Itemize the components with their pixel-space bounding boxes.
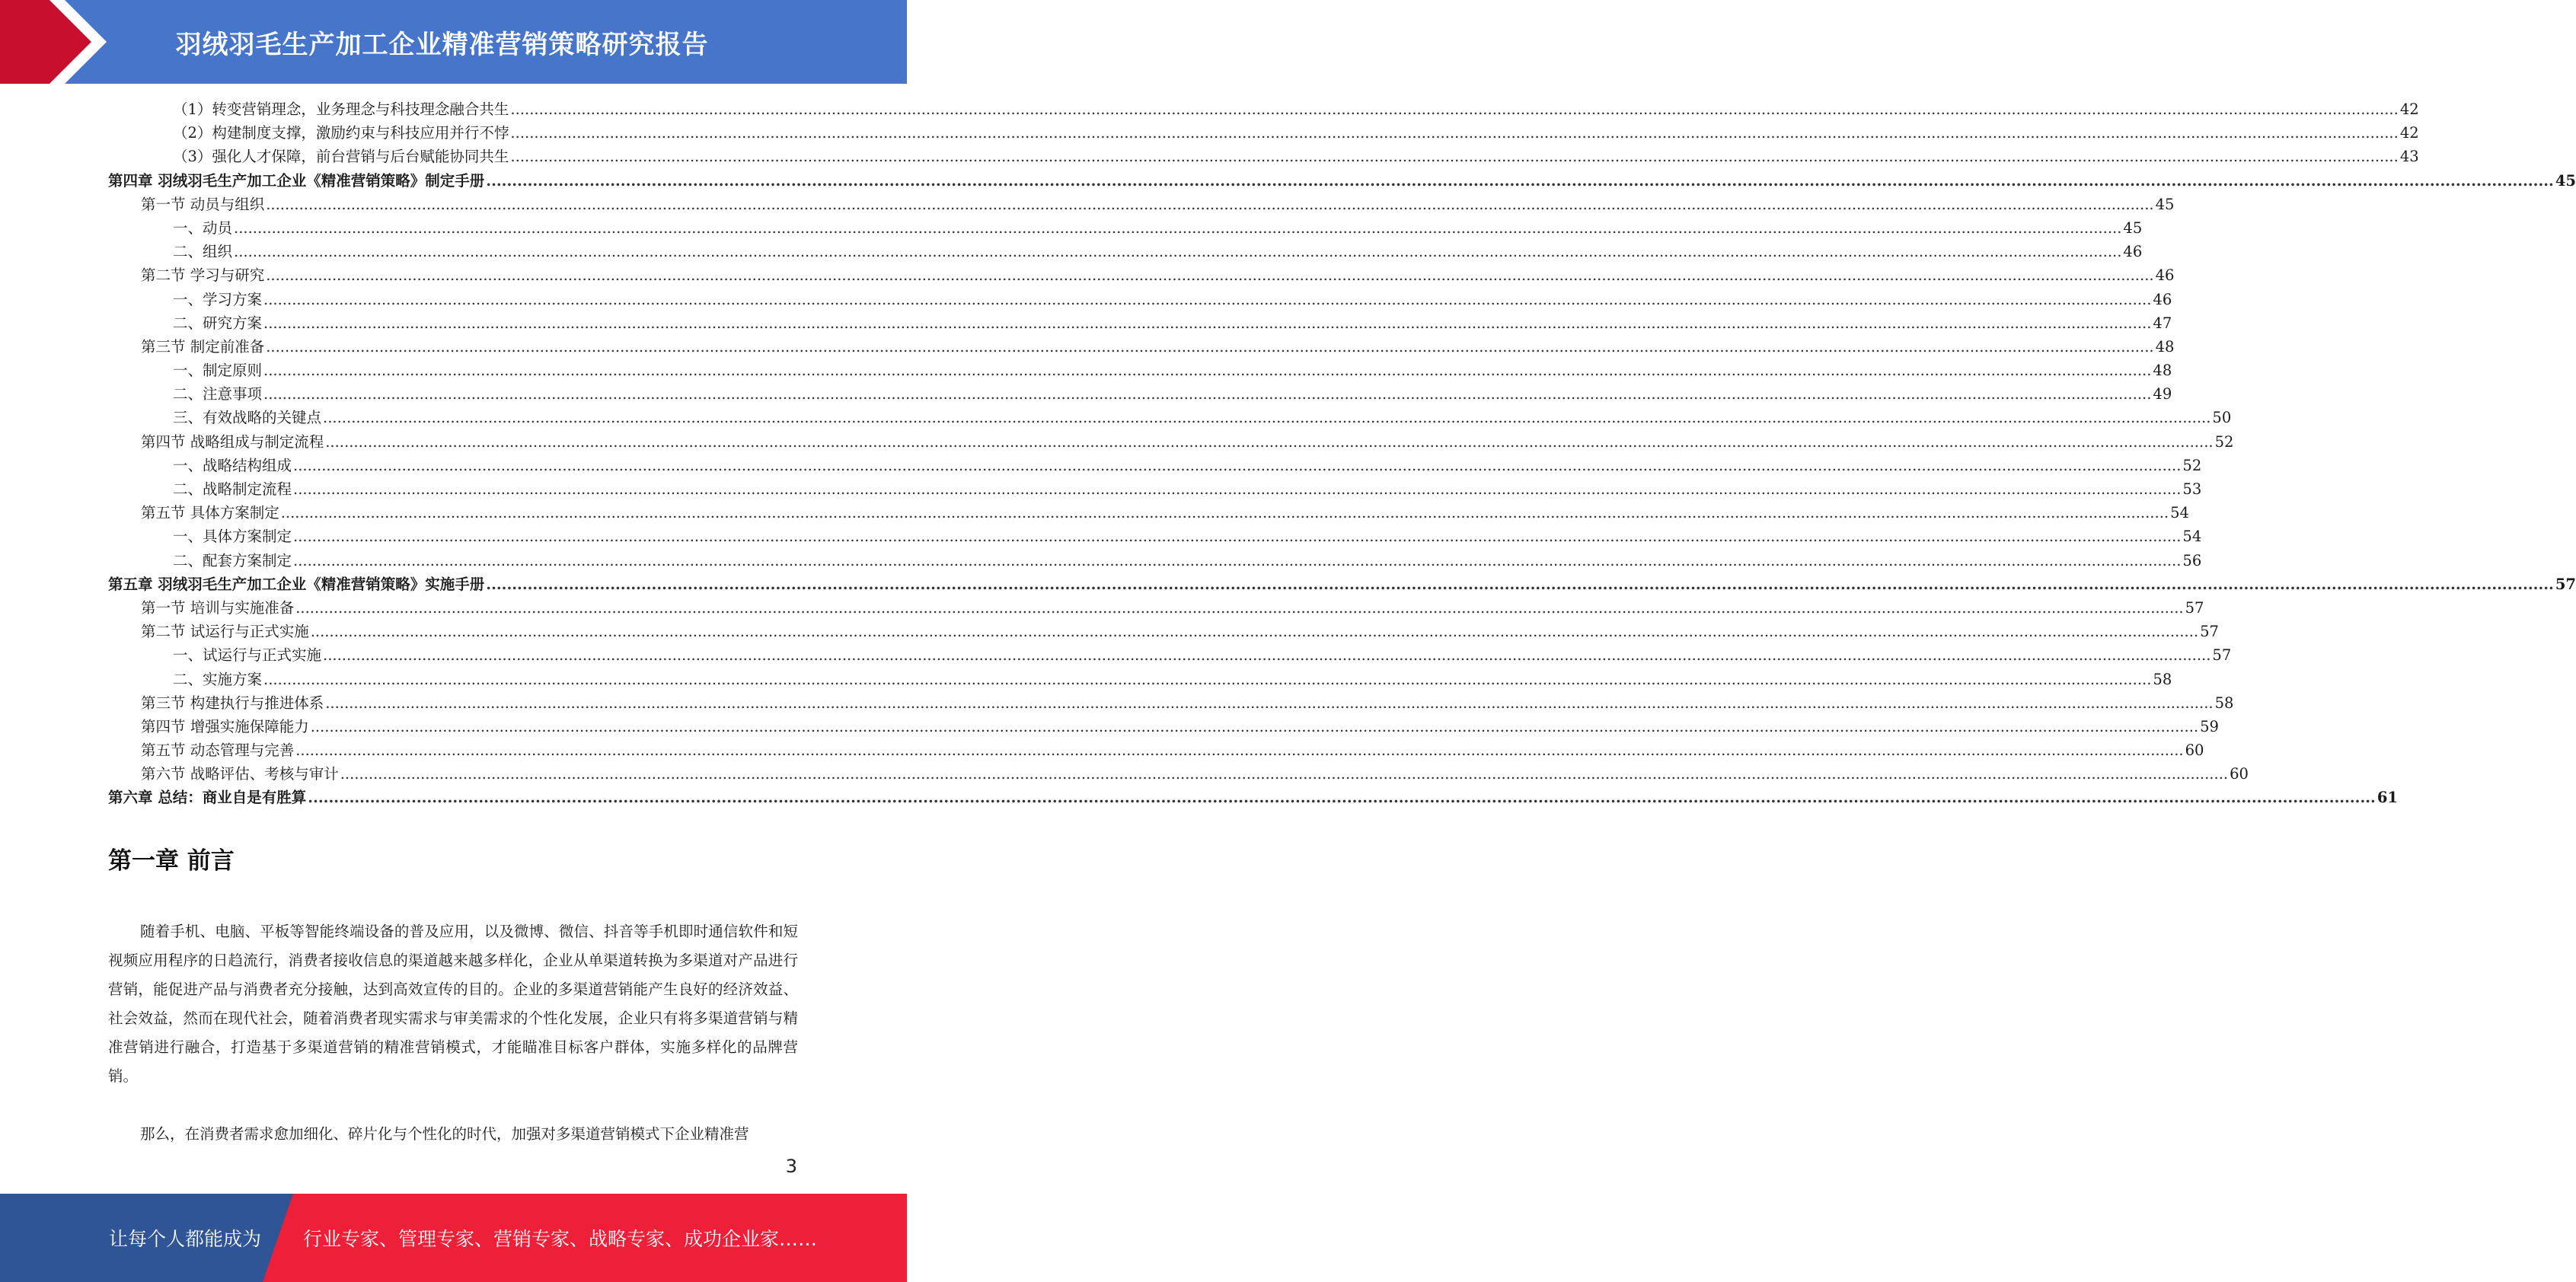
toc-leader-dots: ................................................................................................................................................................................................................................................................................................................................................................................................................ xyxy=(234,218,2122,237)
toc-leader-dots: ................................................................................................................................................................................................................................................................................................................................................................................................................ xyxy=(293,480,2182,498)
toc-entry-page: 47 xyxy=(2153,314,2172,332)
toc-entry[interactable] xyxy=(108,145,2419,168)
footer-slogan-right: 行业专家、管理专家、营销专家、战略专家、成功企业家…… xyxy=(303,1228,818,1250)
toc-leader-dots: ................................................................................................................................................................................................................................................................................................................................................................................................................ xyxy=(295,741,2184,760)
toc-entry-title: 第三节 构建执行与推进体系 xyxy=(141,694,324,712)
toc-entry-title: 二、实施方案 xyxy=(173,670,263,688)
footer-slogan-left: 让每个人都能成为 xyxy=(109,1228,262,1250)
toc-entry-page: 54 xyxy=(2182,528,2202,546)
toc-entry-title: 二、注意事项 xyxy=(173,385,263,403)
toc-entry-page: 52 xyxy=(2182,456,2202,474)
toc-entry[interactable] xyxy=(108,311,2172,335)
toc-entry[interactable] xyxy=(108,691,2234,715)
toc-entry[interactable] xyxy=(108,121,2419,145)
toc-leader-dots: ................................................................................................................................................................................................................................................................................................................................................................................................................ xyxy=(263,290,2152,308)
toc-entry-page: 45 xyxy=(2555,171,2576,190)
toc-entry-page: 42 xyxy=(2399,124,2419,142)
toc-entry-page: 50 xyxy=(2212,409,2232,427)
toc-entry-page: 46 xyxy=(2155,266,2175,285)
toc-entry[interactable] xyxy=(108,596,2204,620)
toc-entry-page: 57 xyxy=(2212,646,2232,665)
toc-entry-title: 二、组织 xyxy=(173,243,233,261)
toc-entry[interactable] xyxy=(108,738,2204,762)
toc-entry-title: 第四节 战略组成与制定流程 xyxy=(141,432,324,451)
toc-entry[interactable] xyxy=(108,477,2202,501)
toc-entry-page: 58 xyxy=(2214,694,2234,712)
toc-entry[interactable] xyxy=(108,193,2175,216)
toc-leader-dots: ................................................................................................................................................................................................................................................................................................................................................................................................................ xyxy=(486,575,2554,593)
toc-entry-page: 52 xyxy=(2214,432,2234,451)
toc-leader-dots: ................................................................................................................................................................................................................................................................................................................................................................................................................ xyxy=(323,409,2211,427)
toc-leader-dots: ................................................................................................................................................................................................................................................................................................................................................................................................................ xyxy=(340,765,2229,783)
toc-entry[interactable] xyxy=(108,501,2189,525)
toc-entry-title: 二、研究方案 xyxy=(173,314,263,332)
toc-entry-title: 第二节 试运行与正式实施 xyxy=(141,623,309,641)
toc-entry-page: 46 xyxy=(2123,243,2143,261)
toc-leader-dots: ................................................................................................................................................................................................................................................................................................................................................................................................................ xyxy=(310,623,2199,641)
toc-entry-page: 45 xyxy=(2155,195,2175,213)
toc-entry-page: 48 xyxy=(2155,337,2175,356)
toc-leader-dots: ................................................................................................................................................................................................................................................................................................................................................................................................................ xyxy=(263,670,2152,688)
header-red-arrow-icon xyxy=(0,0,129,84)
toc-entry-title: 第六节 战略评估、考核与审计 xyxy=(141,765,339,783)
toc-leader-dots: ................................................................................................................................................................................................................................................................................................................................................................................................................ xyxy=(293,528,2182,546)
toc-entry[interactable] xyxy=(108,359,2172,382)
toc-entry-title: 第五节 具体方案制定 xyxy=(141,504,279,522)
toc-leader-dots: ................................................................................................................................................................................................................................................................................................................................................................................................................ xyxy=(263,314,2152,332)
toc-entry-title: 一、制定原则 xyxy=(173,362,263,380)
toc-leader-dots: ................................................................................................................................................................................................................................................................................................................................................................................................................ xyxy=(263,362,2152,380)
body-paragraph: 随着手机、电脑、平板等智能终端设备的普及应用，以及微博、微信、抖音等手机即时通信软件和短视频应用程序的日趋流行，消费者接收信息的渠道越来越多样化，企业从单渠道转换为多渠道对产品进行营销，能促进产品与消费者充分接触，达到高效宣传的目的。企业的多渠道营销能产生良好的经济效益、社会效益，然而在现代社会，随着消费者现实需求与审美需求的个性化发展，企业只有将多渠道营销与精准营销进行融合，打造基于多渠道营销的精准营销模式，才能瞄准目标客户群体，实施多样化的品牌营销。 xyxy=(108,923,798,1085)
toc-entry[interactable] xyxy=(108,97,2419,121)
toc-leader-dots: ................................................................................................................................................................................................................................................................................................................................................................................................................ xyxy=(310,717,2199,735)
toc-entry-title: 二、战略制定流程 xyxy=(173,480,292,498)
toc-entry-page: 61 xyxy=(2376,789,2398,807)
chapter-body xyxy=(108,917,798,1178)
toc-entry[interactable] xyxy=(108,216,2143,240)
toc-leader-dots: ................................................................................................................................................................................................................................................................................................................................................................................................................ xyxy=(293,551,2182,569)
toc-entry-page: 48 xyxy=(2153,362,2172,380)
toc-entry[interactable] xyxy=(108,382,2172,406)
page-header xyxy=(0,0,907,84)
toc-entry-page: 53 xyxy=(2182,480,2202,498)
toc-entry[interactable] xyxy=(108,525,2202,548)
toc-entry-title: 第六章 总结：商业自是有胜算 xyxy=(108,789,307,807)
toc-entry-title: 三、有效战略的关键点 xyxy=(173,409,322,427)
toc-entry-title: 一、具体方案制定 xyxy=(173,528,292,546)
toc-entry-title: 一、动员 xyxy=(173,218,233,237)
toc-entry[interactable] xyxy=(108,430,2234,454)
toc-entry-page: 60 xyxy=(2185,741,2204,760)
toc-entry-title: 第二节 学习与研究 xyxy=(141,266,265,285)
toc-entry[interactable] xyxy=(108,620,2219,643)
toc-leader-dots: ................................................................................................................................................................................................................................................................................................................................................................................................................ xyxy=(325,694,2214,712)
toc-entry[interactable] xyxy=(108,549,2202,572)
toc-entry[interactable] xyxy=(108,240,2143,263)
toc-entry-title: 第五章 羽绒羽毛生产加工企业《精准营销策略》实施手册 xyxy=(108,575,485,593)
toc-leader-dots: ................................................................................................................................................................................................................................................................................................................................................................................................................ xyxy=(510,148,2399,166)
toc-leader-dots: ................................................................................................................................................................................................................................................................................................................................................................................................................ xyxy=(295,598,2184,617)
toc-leader-dots: ................................................................................................................................................................................................................................................................................................................................................................................................................ xyxy=(263,385,2152,403)
toc-entry-title: 第五节 动态管理与完善 xyxy=(141,741,295,760)
toc-entry-title: 第三节 制定前准备 xyxy=(141,337,265,356)
toc-leader-dots: ................................................................................................................................................................................................................................................................................................................................................................................................................ xyxy=(293,456,2182,474)
toc-entry[interactable] xyxy=(108,643,2232,667)
toc-entry[interactable] xyxy=(108,406,2232,429)
toc-entry[interactable] xyxy=(108,335,2175,359)
toc-entry-page: 60 xyxy=(2230,765,2249,783)
toc-entry-title: 一、学习方案 xyxy=(173,290,263,308)
toc-entry[interactable] xyxy=(108,263,2175,287)
toc-leader-dots: ................................................................................................................................................................................................................................................................................................................................................................................................................ xyxy=(486,171,2554,190)
toc-entry[interactable] xyxy=(108,668,2172,691)
toc-entry-title: 一、试运行与正式实施 xyxy=(173,646,322,665)
toc-entry-title: 第四节 增强实施保障能力 xyxy=(141,717,309,735)
toc-entry-page: 43 xyxy=(2399,148,2419,166)
toc-entry-page: 45 xyxy=(2123,218,2143,237)
toc-entry-page: 57 xyxy=(2185,598,2204,617)
toc-leader-dots: ................................................................................................................................................................................................................................................................................................................................................................................................................ xyxy=(323,646,2211,665)
page-footer xyxy=(0,1194,907,1282)
header-title: 羽绒羽毛生产加工企业精准营销策略研究报告 xyxy=(175,29,709,60)
toc-entry[interactable] xyxy=(108,786,2398,809)
toc-entry-page: 58 xyxy=(2153,670,2172,688)
toc-entry-title: （2）构建制度支撑，激励约束与科技应用并行不悖 xyxy=(173,124,509,142)
toc-entry-title: 第四章 羽绒羽毛生产加工企业《精准营销策略》制定手册 xyxy=(108,171,485,190)
toc-leader-dots: ................................................................................................................................................................................................................................................................................................................................................................................................................ xyxy=(266,266,2154,285)
toc-leader-dots: ................................................................................................................................................................................................................................................................................................................................................................................................................ xyxy=(510,124,2399,142)
toc-leader-dots: ................................................................................................................................................................................................................................................................................................................................................................................................................ xyxy=(266,337,2154,356)
toc-entry[interactable] xyxy=(108,454,2202,477)
toc-entry[interactable] xyxy=(108,169,2576,193)
toc-entry-page: 42 xyxy=(2399,100,2419,118)
body-paragraph: 那么，在消费者需求愈加细化、碎片化与个性化的时代，加强对多渠道营销模式下企业精准营 xyxy=(140,1125,749,1143)
toc-leader-dots: ................................................................................................................................................................................................................................................................................................................................................................................................................ xyxy=(266,195,2154,213)
toc-entry-title: 第一节 培训与实施准备 xyxy=(141,598,295,617)
toc-entry-page: 46 xyxy=(2153,290,2172,308)
toc-entry-title: 第一节 动员与组织 xyxy=(141,195,265,213)
toc-entry-title: （1）转变营销理念，业务理念与科技理念融合共生 xyxy=(173,100,509,118)
toc-entry-page: 57 xyxy=(2200,623,2219,641)
toc-leader-dots: ................................................................................................................................................................................................................................................................................................................................................................................................................ xyxy=(234,243,2122,261)
toc-entry-title: 一、战略结构组成 xyxy=(173,456,292,474)
table-of-contents xyxy=(108,97,2576,810)
toc-entry[interactable] xyxy=(108,288,2172,311)
toc-leader-dots: ................................................................................................................................................................................................................................................................................................................................................................................................................ xyxy=(280,504,2169,522)
toc-entry[interactable] xyxy=(108,715,2219,738)
toc-entry-page: 54 xyxy=(2170,504,2189,522)
toc-entry-page: 49 xyxy=(2153,385,2172,403)
toc-leader-dots: ................................................................................................................................................................................................................................................................................................................................................................................................................ xyxy=(308,789,2376,807)
toc-entry-page: 56 xyxy=(2182,551,2202,569)
toc-leader-dots: ................................................................................................................................................................................................................................................................................................................................................................................................................ xyxy=(510,100,2399,118)
chapter-title: 第一章 前言 xyxy=(108,847,235,875)
toc-entry[interactable] xyxy=(108,572,2576,596)
toc-leader-dots: ................................................................................................................................................................................................................................................................................................................................................................................................................ xyxy=(325,432,2214,451)
page-number: 3 xyxy=(785,1156,797,1177)
toc-entry[interactable] xyxy=(108,762,2249,786)
toc-entry-title: 二、配套方案制定 xyxy=(173,551,292,569)
toc-entry-title: （3）强化人才保障，前台营销与后台赋能协同共生 xyxy=(173,148,509,166)
toc-entry-page: 59 xyxy=(2200,717,2219,735)
toc-entry-page: 57 xyxy=(2555,575,2576,593)
